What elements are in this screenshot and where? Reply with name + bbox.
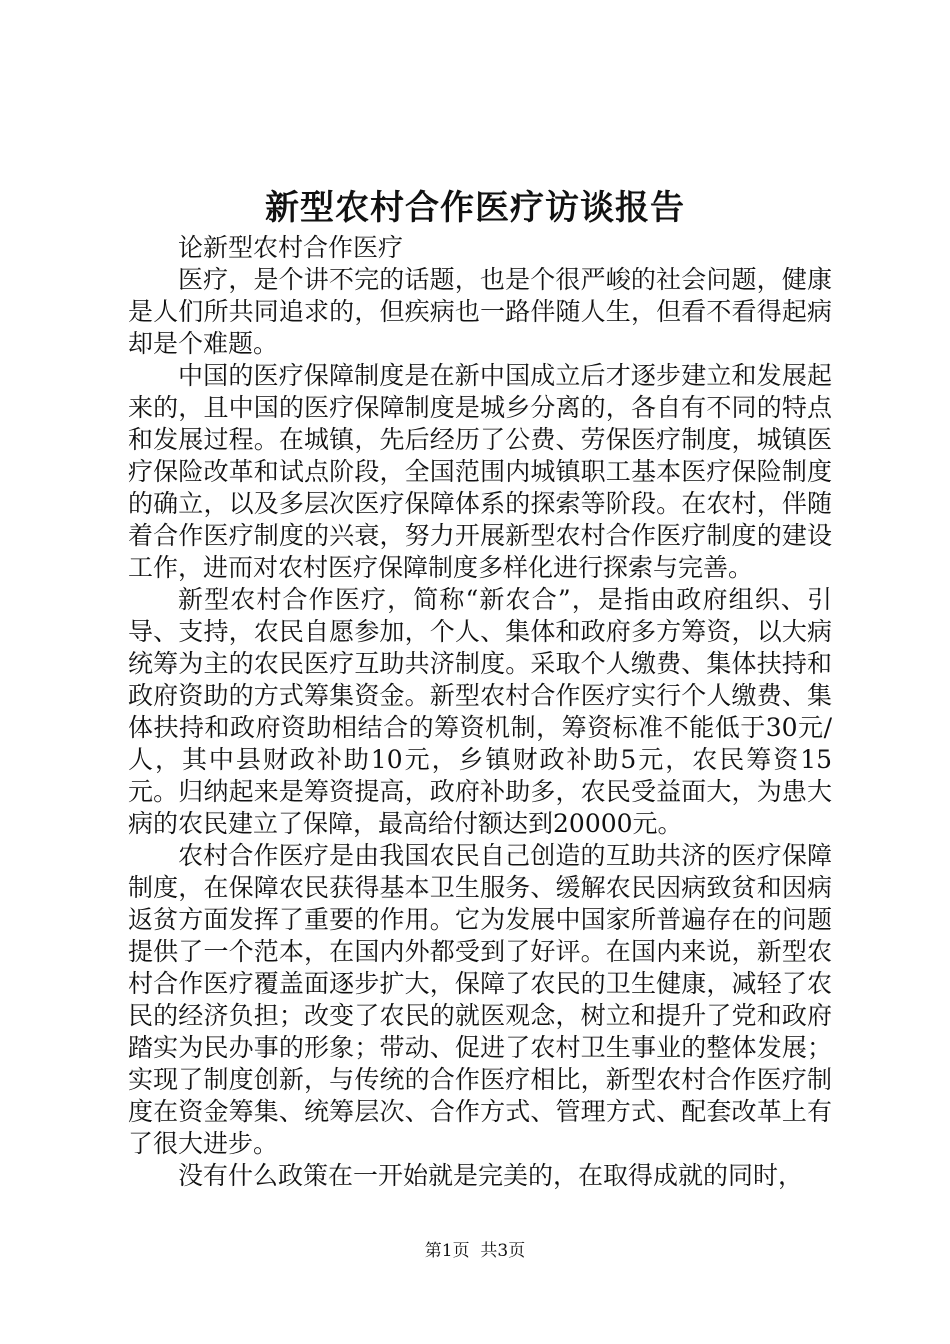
document-title: 新型农村合作医疗访谈报告 [265,188,685,228]
document-body [128,232,832,1192]
page-footer [0,1240,950,1262]
body-paragraph: 新型农村合作医疗，简称“新农合”，是指由政府组织、引导、支持，农民自愿参加，个人、集体和政府多方筹资，以大病统筹为主的农民医疗互助共济制度。采取个人缴费、集体扶持和政府资助的方式筹集资金。新型农村合作医疗实行个人缴费、集体扶持和政府资助相结合的筹资机制，筹资标准不能低于30元/人，其中县财政补助10元，乡镇财政补助5元，农民筹资15元。归纳起来是筹资提高，政府补助多，农民受益面大，为患大病的农民建立了保障，最高给付额达到20000元。 [128,585,832,838]
footer-gap [470,1241,481,1261]
subtitle-paragraph: 论新型农村合作医疗 [178,233,404,262]
body-paragraph: 没有什么政策在一开始就是完美的，在取得成就的同时， [178,1161,804,1190]
body-paragraph: 农村合作医疗是由我国农民自己创造的互助共济的医疗保障制度，在保障农民获得基本卫生服务、缓解农民因病致贫和因病返贫方面发挥了重要的作用。它为发展中国家所普遍存在的问题提供了一个范本，在国内外都受到了好评。在国内来说，新型农村合作医疗覆盖面逐步扩大，保障了农民的卫生健康，减轻了农民的经济负担；改变了农民的就医观念，树立和提升了党和政府踏实为民办事的形象；带动、促进了农村卫生事业的整体发展；实现了制度创新，与传统的合作医疗相比，新型农村合作医疗制度在资金筹集、统筹层次、合作方式、管理方式、配套改革上有了很大进步。 [128,841,832,1158]
body-paragraph: 医疗，是个讲不完的话题，也是个很严峻的社会问题，健康是人们所共同追求的，但疾病也一路伴随人生，但看不看得起病却是个难题。 [128,265,832,358]
page-number: 第1页 [424,1241,470,1261]
body-paragraph: 中国的医疗保障制度是在新中国成立后才逐步建立和发展起来的，且中国的医疗保障制度是城乡分离的，各自有不同的特点和发展过程。在城镇，先后经历了公费、劳保医疗制度，城镇医疗保险改革和试点阶段，全国范围内城镇职工基本医疗保险制度的确立，以及多层次医疗保障体系的探索等阶段。在农村，伴随着合作医疗制度的兴衰，努力开展新型农村合作医疗制度的建设工作，进而对农村医疗保障制度多样化进行探索与完善。 [128,361,832,582]
page-total: 共3页 [480,1241,526,1261]
